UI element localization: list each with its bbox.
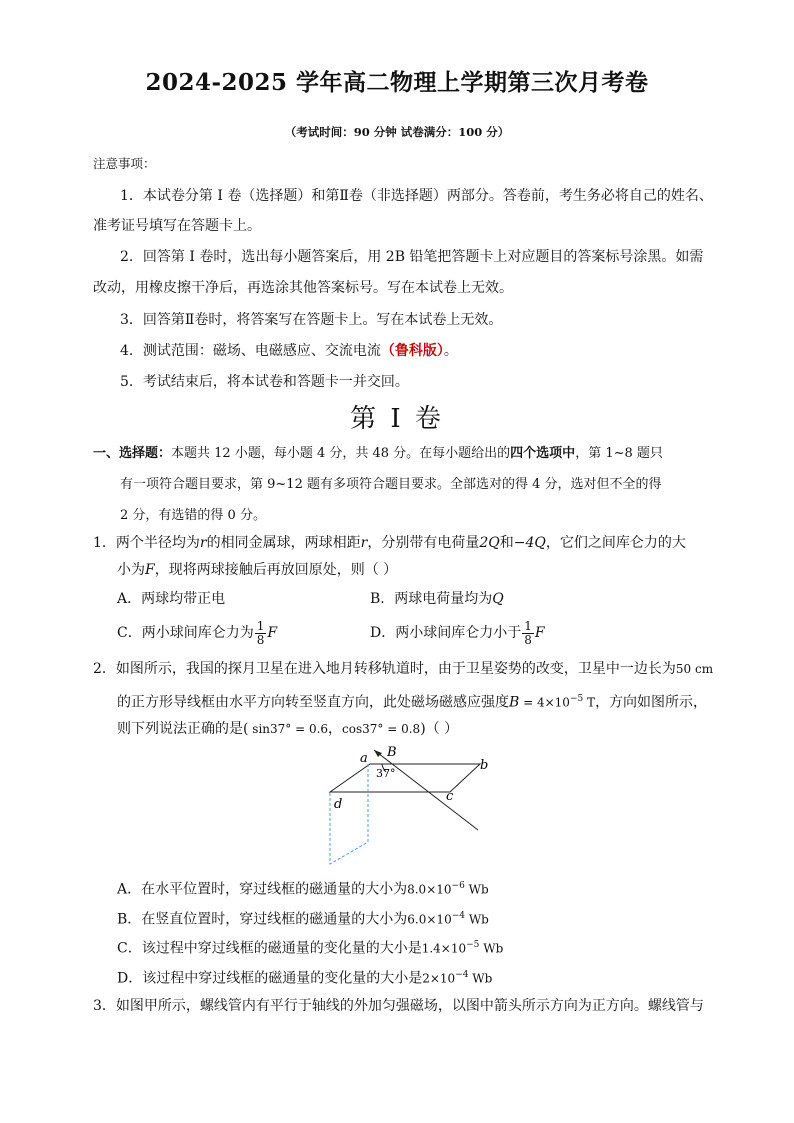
q1-text-f: 小为 [117,562,145,578]
q2-b-value: = 4×10 [519,695,570,710]
label-b: b [480,758,489,773]
q1-charge-4q: −4Q [513,535,546,551]
q2-text-e: )（ ） [420,721,459,737]
q2-option-b-unit: Wb [465,912,489,927]
part1-text1: 本题共 12 小题，每小题 4 分，共 48 分。在每小题给出的 [171,446,511,461]
q1-option-d-fraction [522,620,534,647]
field-line [374,750,478,830]
label-a: a [360,751,368,766]
fraction-denominator: 8 [256,632,265,647]
exam-title: 2024-2025 学年高二物理上学期第三次月考卷 [145,69,649,96]
q2-var-b: B [509,694,520,711]
q1-text-a: 1．两个半径均为 [93,535,200,551]
q1-var-f: F [145,562,155,578]
q1-text-c: ，分别带有电荷量 [367,535,480,551]
q2-text-b: 的正方形导线框由水平方向转至竖直方向，此处磁场磁感应强度 [117,694,509,711]
notice-3: 3．回答第Ⅱ卷时，将答案写在答题卡上。写在本试卷上无效。 [120,312,503,328]
notice-1b: 准考证号填写在答题卡上。 [93,218,261,234]
q2-option-b-text: B．在竖直位置时，穿过线框的磁通量的大小为 [117,911,408,928]
label-d: d [334,797,343,812]
field-arrow-icon [374,750,382,757]
fraction-denominator: 8 [524,632,532,647]
q2-option-b-exp: −4 [451,911,465,921]
q2-text-d: 则下列说法正确的是( [117,721,249,737]
q2-option-d [117,965,492,989]
q1-option-d-text: D．两小球间库仑力小于 [370,625,522,641]
q1-line1 [93,533,686,553]
q1-option-b-q: Q [492,591,504,607]
horizontal-frame [330,764,480,792]
fraction-numerator: 1 [256,618,265,633]
notice-2b: 改动，用橡皮擦干净后，再选涂其他答案标号。写在本试卷上无效。 [93,280,513,296]
section-heading: 第 I 卷 [350,404,444,434]
q1-option-b-text: B．两球电荷量均为 [370,591,493,607]
q2-b-unit: T [583,695,596,710]
q1-option-c-f: F [267,625,278,641]
q2-option-c [117,935,503,959]
q2-option-a-value: 8.0×10 [407,882,452,897]
part1-text2: ，第 1~8 题只 [575,446,663,461]
q2-line1 [93,659,713,679]
notice-2a: 2．回答第 I 卷时，选出每小题答案后，用 2B 铅笔把答题卡上对应题目的答案标号涂黑。如需 [120,249,704,265]
q2-option-a-unit: Wb [464,882,489,897]
q1-text-b: 的相同金属球，两球相距 [206,535,361,551]
part1-line3: 2 分，有选错的得 0 分。 [120,508,266,523]
q2-option-b-value: 6.0×10 [407,912,452,927]
q1-option-a: A．两球均带正电 [117,591,226,607]
part1-bold: 四个选项中 [510,446,576,461]
q2-option-a-exp: −6 [451,881,465,891]
notice-5: 5．考试结束后，将本试卷和答题卡一并交回。 [120,374,409,390]
q2-option-b [117,906,489,930]
q3-line1: 3．如图甲所示，螺线管内有平行于轴线的外加匀强磁场，以图中箭头所示方向为正方向。螺线管与 [93,998,704,1014]
q1-option-d-f: F [534,625,545,641]
notice-4-end: 。 [443,343,458,359]
q2-line2 [117,689,707,713]
label-field-b: B [387,745,397,760]
notice-4 [120,341,458,361]
q2-figure [320,744,490,868]
q2-option-c-exp: −5 [466,940,480,950]
q1-text-d: 和 [499,535,514,551]
q2-option-d-value: 2×10 [422,971,456,986]
fraction-numerator: 1 [524,618,532,633]
q2-option-d-text: D．该过程中穿过线框的磁通量的变化量的大小是 [117,970,423,987]
part1-line1 [93,444,663,464]
notice-heading: 注意事项： [93,156,156,171]
q1-option-c [117,618,277,648]
q2-length: 50 cm [675,662,714,676]
q2-sin: sin37° = 0.6 [248,722,329,736]
q1-option-c-text: C．两小球间库仑力为 [117,625,254,641]
q1-option-d [370,618,545,648]
exam-subtitle: （考试时间：90 分钟 试卷满分：100 分） [284,125,510,139]
q2-option-a [117,876,489,900]
q1-option-c-fraction [255,620,267,647]
label-c: c [446,789,454,804]
q2-line3 [117,719,458,739]
q2-option-c-value: 1.4×10 [421,941,467,956]
q2-text-a: 2．如图所示，我国的探月卫星在进入地月转移轨道时，由于卫星姿势的改变，卫星中一边长为 [93,661,676,677]
q2-comma: ， [328,721,343,737]
q2-b-exp: −5 [569,694,584,704]
notice-1a: 1．本试卷分第 I 卷（选择题）和第Ⅱ卷（非选择题）两部分。答卷前，考生务必将自己的姓名、 [120,188,713,204]
q1-var-r: r [199,535,207,551]
q1-option-b [370,589,504,609]
q1-text-g: ，现将两球接触后再放回原处，则（ ） [154,562,398,578]
q2-option-a-text: A．在水平位置时，穿过线框的磁通量的大小为 [117,881,408,898]
q2-option-c-unit: Wb [479,941,504,956]
q2-text-c: ，方向如图所示， [595,694,708,711]
part1-label: 一、选择题： [93,446,172,461]
q2-option-c-text: C．该过程中穿过线框的磁通量的变化量的大小是 [117,940,422,957]
q1-var-r2: r [360,535,368,551]
q2-option-d-unit: Wb [468,971,493,986]
q2-cos: cos37° = 0.8 [342,722,421,736]
part1-line2: 有一项符合题目要求，第 9~12 题有多项符合题目要求。全部选对的得 4 分，选对但不全的得 [120,477,662,492]
q1-text-e: ，它们之间库仑力的大 [545,535,686,551]
q1-charge-2q: 2Q [479,535,500,551]
q1-line2 [117,560,397,580]
notice-4-edition: （鲁科版） [380,343,444,359]
label-angle: 37° [376,767,396,780]
q2-option-d-exp: −4 [455,970,469,980]
notice-4-text: 4．测试范围：磁场、电磁感应、交流电流 [120,343,381,359]
